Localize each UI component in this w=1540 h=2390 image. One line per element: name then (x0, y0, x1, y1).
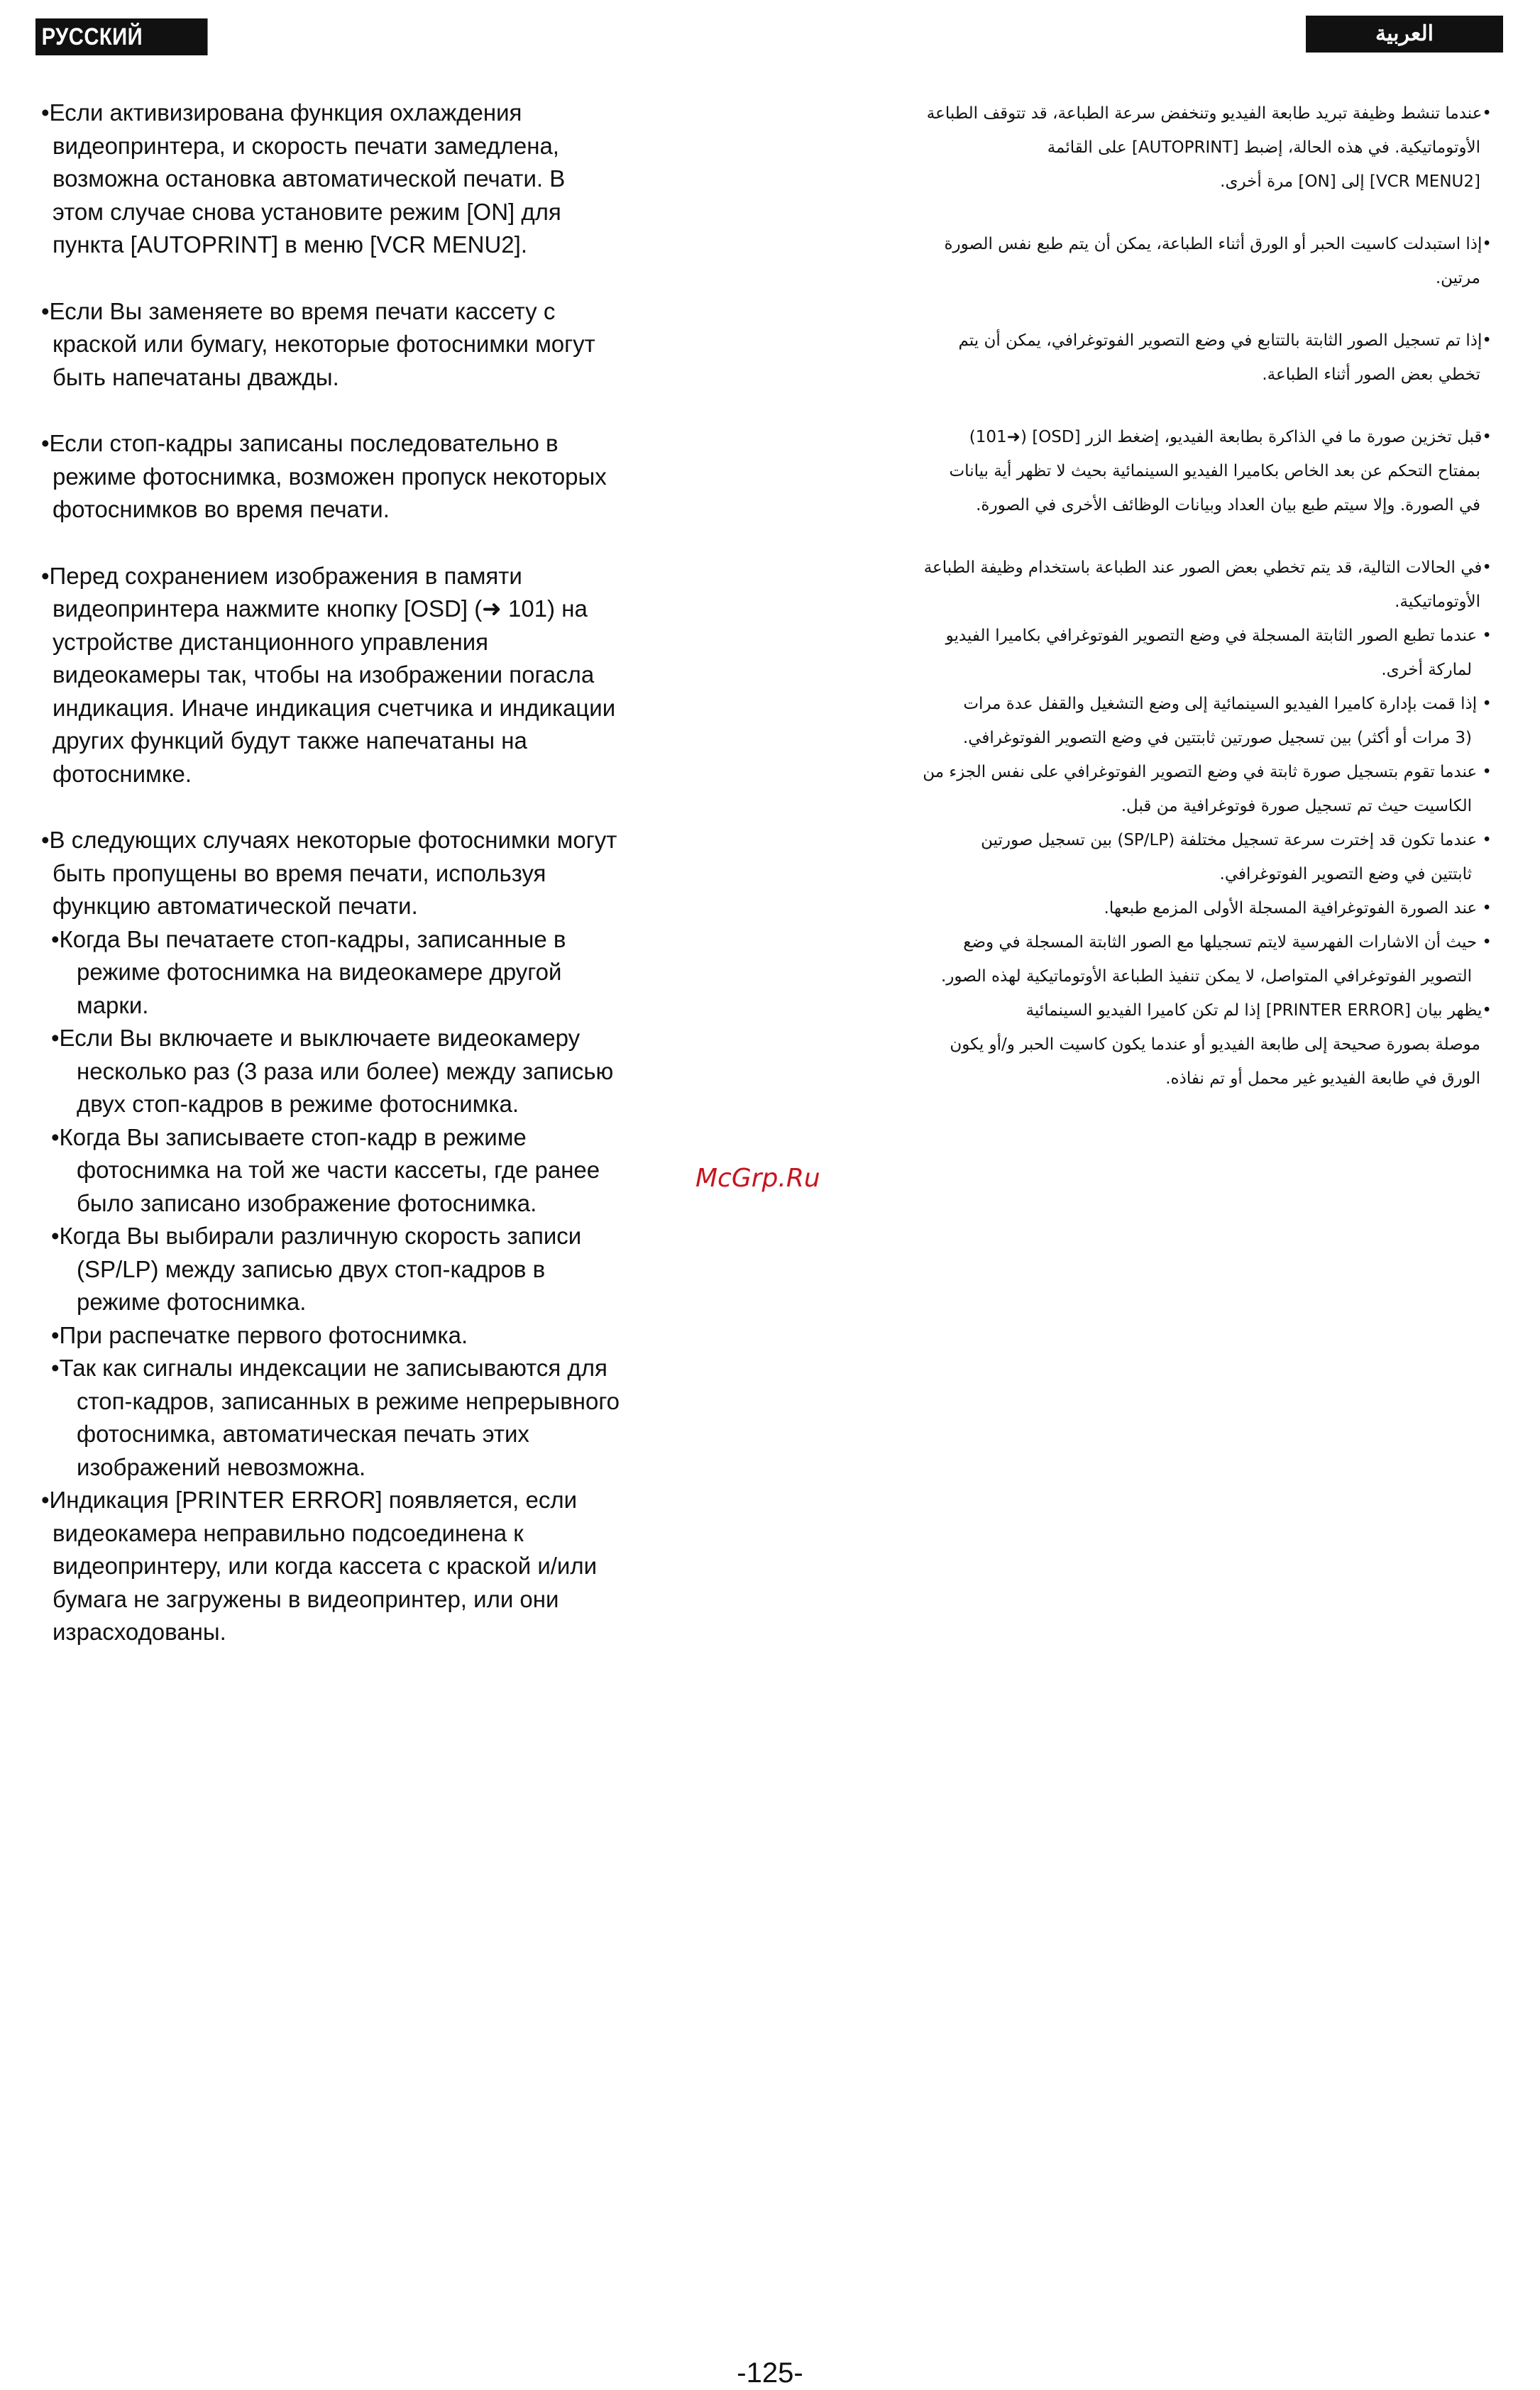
text-line: краской или бумагу, некоторые фотоснимки могут (53, 331, 595, 357)
list-item (41, 1022, 722, 1121)
text-line: •Если Вы заменяете во время печати кассету с (41, 297, 556, 324)
paragraph-p2 (845, 227, 1492, 295)
text-line: этом случае снова установите режим [ON] для (53, 198, 561, 225)
text-line: (SP/LP) между записью двух стоп-кадров в (77, 1255, 546, 1282)
text-line: израсходованы. (53, 1619, 226, 1645)
text-line: режиме фотоснимка. (77, 1289, 307, 1315)
list-item (41, 923, 722, 1023)
text-line: في الصورة. وإلا سيتم طبع بيان العداد وبيانات الوظائف الأخرى في الصورة. (976, 496, 1480, 514)
language-tag-arabic: العربية (1306, 16, 1503, 53)
text-line: фотоснимков во время печати. (53, 496, 390, 522)
list-item (845, 619, 1492, 687)
text-line: двух стоп-кадров в режиме фотоснимка. (77, 1091, 519, 1117)
list-item (845, 891, 1492, 925)
text-line: • عندما تطبع الصور الثابتة المسجلة في وضع التصوير الفوتوغرافي بكاميرا الفيديو (945, 627, 1492, 645)
list-item (41, 1220, 722, 1319)
text-line: видеокамеры так, чтобы на изображении погасла (53, 661, 595, 688)
russian-column (41, 97, 722, 1683)
text-line: الأوتوماتيكية. في هذه الحالة، إضبط [AUTOPRINT] على القائمة (1047, 138, 1480, 157)
paragraph-p1 (41, 97, 722, 262)
text-line: •عندما تنشط وظيفة تبريد طابعة الفيديو وتنخفض سرعة الطباعة، قد تتوقف الطباعة (926, 104, 1492, 123)
text-line: •قبل تخزين صورة ما في الذاكرة بطابعة الفيديو، إضغط الزر [OSD] (➜101) (969, 428, 1492, 446)
text-line: •Если стоп-кадры записаны последовательно в (41, 430, 559, 456)
paragraph-p4 (845, 420, 1492, 522)
list-item (41, 1352, 722, 1484)
text-line: •Перед сохранением изображения в памяти (41, 562, 522, 589)
text-line: (3 مرات أو أكثر) بين تسجيل صورتين ثابتتين في وضع التصوير الفوتوغرافي. (962, 729, 1472, 747)
text-line: • عندما تقوم بتسجيل صورة ثابتة في وضع التصوير الفوتوغرافي على نفس الجزء من (923, 763, 1492, 781)
text-line: تخطي بعض الصور أثناء الطباعة. (1262, 365, 1480, 384)
text-line: фотоснимке. (53, 760, 192, 787)
text-line: видеопринтера, и скорость печати замедлена, (53, 132, 559, 159)
text-line: [VCR MENU2] إلى [ON] مرة أخرى. (1220, 172, 1480, 191)
text-line: •Так как сигналы индексации не записываются для (51, 1355, 607, 1381)
paragraph-p5 (41, 824, 722, 923)
text-line: •При распечатке первого фотоснимка. (51, 1321, 468, 1348)
text-line: •إذا استبدلت كاسيت الحبر أو الورق أثناء الطباعة، يمكن أن يتم طبع نفس الصورة (944, 235, 1492, 253)
text-line: •في الحالات التالية، قد يتم تخطي بعض الصور عند الطباعة باستخدام وظيفة الطباعة (923, 558, 1492, 577)
text-line: •В следующих случаях некоторые фотоснимки могут (41, 827, 617, 853)
text-line: индикация. Иначе индикация счетчика и индикации (53, 694, 616, 721)
text-line: быть напечатаны дважды. (53, 363, 339, 390)
text-line: функцию автоматической печати. (53, 893, 418, 919)
text-line: • إذا قمت بإدارة كاميرا الفيديو السينمائية إلى وضع التشغيل والقفل عدة مرات (963, 695, 1492, 713)
language-tag-russian: РУССКИЙ ЯЗЫК (35, 18, 208, 55)
text-line: видеопринтера нажмите кнопку [OSD] (➜ 101) на (53, 595, 588, 622)
list-item (845, 687, 1492, 755)
text-line: موصلة بصورة صحيحة إلى طابعة الفيديو أو عندما يكون كاسيت الحبر و/أو يكون (950, 1035, 1480, 1054)
text-line: • عند الصورة الفوتوغرافية المسجلة الأولى المزمع طبعها. (1104, 899, 1492, 918)
text-line: •Когда Вы выбирали различную скорость записи (51, 1223, 582, 1249)
text-line: •Индикация [PRINTER ERROR] появляется, если (41, 1487, 578, 1513)
text-line: фотоснимка на той же части кассеты, где ранее (77, 1157, 600, 1183)
text-line: видеопринтеру, или когда кассета с краской и/или (53, 1553, 598, 1579)
text-line: пункта [AUTOPRINT] в меню [VCR MENU2]. (53, 231, 527, 258)
list-item (41, 1319, 722, 1353)
text-line: الأوتوماتيكية. (1395, 593, 1480, 611)
text-line: устройстве дистанционного управления (53, 628, 488, 655)
text-line: •Когда Вы записываете стоп-кадр в режиме (51, 1123, 527, 1150)
text-line: • حيث أن الاشارات الفهرسية لايتم تسجيلها مع الصور الثابتة المسجلة في وضع (963, 933, 1492, 952)
text-line: быть пропущены во время печати, используя (53, 859, 546, 886)
arabic-column (845, 97, 1492, 1124)
paragraph-p2 (41, 295, 722, 395)
text-line: بمفتاح التحكم عن بعد الخاص بكاميرا الفيديو السينمائية بحيث لا تظهر أية بيانات (949, 462, 1480, 480)
list-item (845, 925, 1492, 993)
text-line: مرتين. (1435, 269, 1480, 287)
list-item (845, 823, 1492, 891)
paragraph-p3 (41, 427, 722, 527)
paragraph-p6 (845, 993, 1492, 1096)
text-line: •Если Вы включаете и выключаете видеокамеру (51, 1025, 581, 1051)
bullet-list (845, 619, 1492, 993)
text-line: было записано изображение фотоснимка. (77, 1189, 537, 1216)
text-line: фотоснимка, автоматическая печать этих (77, 1421, 529, 1447)
paragraph-p5 (845, 551, 1492, 619)
text-line: •Если активизирована функция охлаждения (41, 99, 522, 126)
page-number: -125- (737, 2357, 803, 2389)
text-line: марки. (77, 991, 149, 1018)
text-line: • عندما تكون قد إخترت سرعة تسجيل مختلفة (SP/LP) بين تسجيل صورتين (981, 831, 1492, 849)
text-line: •إذا تم تسجيل الصور الثابتة بالتتابع في وضع التصوير الفوتوغرافي، يمكن أن يتم (958, 331, 1492, 350)
text-line: возможна остановка автоматической печати. В (53, 165, 566, 192)
text-line: других функций будут также напечатаны на (53, 727, 527, 754)
text-line: режиме фотоснимка на видеокамере другой (77, 959, 562, 985)
text-line: •Когда Вы печатаете стоп-кадры, записанные в (51, 925, 566, 952)
text-line: لماركة أخرى. (1381, 661, 1472, 679)
bullet-list (41, 923, 722, 1485)
text-line: режиме фотоснимка, возможен пропуск некоторых (53, 463, 607, 490)
list-item (845, 755, 1492, 823)
watermark: McGrp.Ru (695, 1164, 820, 1193)
paragraph-p6 (41, 1484, 722, 1649)
text-line: •يظهر بيان [PRINTER ERROR] إذا لم تكن كاميرا الفيديو السينمائية (1025, 1001, 1492, 1020)
paragraph-p3 (845, 324, 1492, 392)
text-line: ثابتتين في وضع التصوير الفوتوغرافي. (1219, 865, 1472, 883)
text-line: видеокамера неправильно подсоединена к (53, 1519, 524, 1546)
list-item (41, 1121, 722, 1221)
text-line: несколько раз (3 раза или более) между записью (77, 1057, 614, 1084)
text-line: التصوير الفوتوغرافي المتواصل، لا يمكن تنفيذ الطباعة الأوتوماتيكية لهذه الصور. (940, 967, 1472, 986)
text-line: الكاسيت حيث تم تسجيل صورة فوتوغرافية من قبل. (1121, 797, 1472, 815)
paragraph-p1 (845, 97, 1492, 199)
text-line: изображений невозможна. (77, 1453, 366, 1480)
text-line: бумага не загружены в видеопринтер, или они (53, 1585, 559, 1612)
text-line: الورق في طابعة الفيديو غير محمل أو تم نفاذه. (1165, 1069, 1480, 1088)
text-line: стоп-кадров, записанных в режиме непрерывного (77, 1387, 620, 1414)
paragraph-p4 (41, 560, 722, 791)
